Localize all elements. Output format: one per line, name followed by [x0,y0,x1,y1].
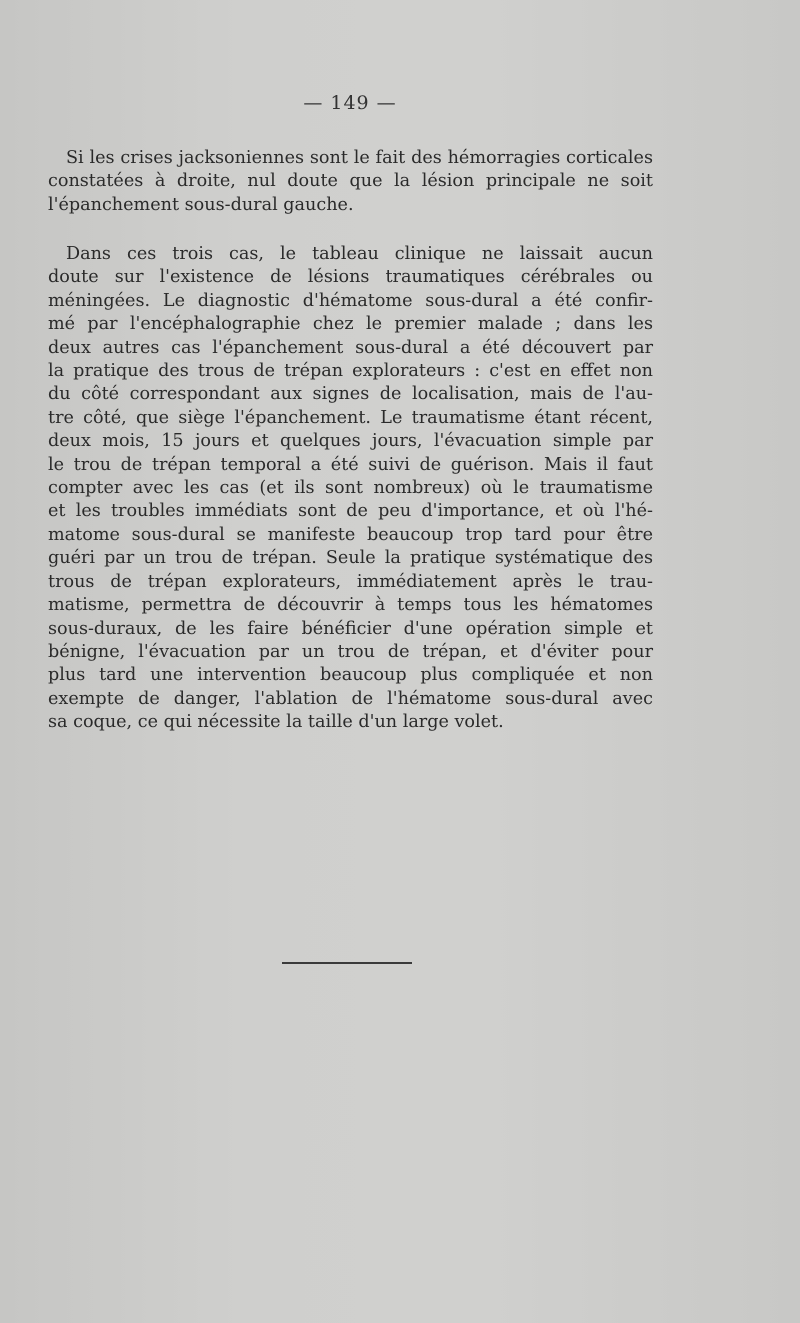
text-line: deux autres cas l'épanchement sous-dural a été découvert par [48,337,653,358]
text-line: matome sous-dural se manifeste beaucoup trop tard pour être [48,524,653,545]
text-line: la pratique des trous de trépan explorateurs : c'est en effet non [48,361,653,382]
text-line: trous de trépan explorateurs, immédiatement après le trau- [48,571,653,592]
text-line: méningées. Le diagnostic d'hématome sous-dural a été confir- [48,290,653,311]
text-line: Dans ces trois cas, le tableau clinique ne laissait aucun [66,244,653,264]
text-line: compter avec les cas (et ils sont nombreux) où le traumatisme [48,478,653,499]
text-line: Si les crises jacksoniennes sont le fait des hémorragies corticales [66,148,653,168]
text-line: bénigne, l'évacuation par un trou de trépan, et d'éviter pour [48,641,653,662]
text-line: sa coque, ce qui nécessite la taille d'un large volet. [48,712,504,733]
text-line: matisme, permettra de découvrir à temps tous les hématomes [48,595,653,616]
text-line: exempte de danger, l'ablation de l'hématome sous-dural avec [48,688,653,709]
text-line: guéri par un trou de trépan. Seule la pratique systématique des [48,548,653,569]
text-line: tre côté, que siège l'épanchement. Le traumatisme étant récent, [48,407,653,428]
text-line: constatées à droite, nul doute que la lésion principale ne soit [48,171,653,192]
text-line: sous-duraux, de les faire bénéficier d'une opération simple et [48,618,653,639]
text-line: le trou de trépan temporal a été suivi de guérison. Mais il faut [48,454,653,475]
paragraph-2 [48,243,653,735]
text-line: du côté correspondant aux signes de localisation, mais de l'au- [48,384,653,405]
section-divider-rule [282,962,412,964]
text-line: doute sur l'existence de lésions traumatiques cérébrales ou [48,267,653,288]
page-number: — 149 — [303,92,397,114]
text-line: l'épanchement sous-dural gauche. [48,194,354,215]
paragraph-1 [48,147,653,217]
text-line: et les troubles immédiats sont de peu d'importance, et où l'hé- [48,501,653,522]
text-line: plus tard une intervention beaucoup plus compliquée et non [48,665,653,686]
text-line: deux mois, 15 jours et quelques jours, l'évacuation simple par [48,431,653,452]
text-line: mé par l'encéphalographie chez le premier malade ; dans les [48,314,653,335]
